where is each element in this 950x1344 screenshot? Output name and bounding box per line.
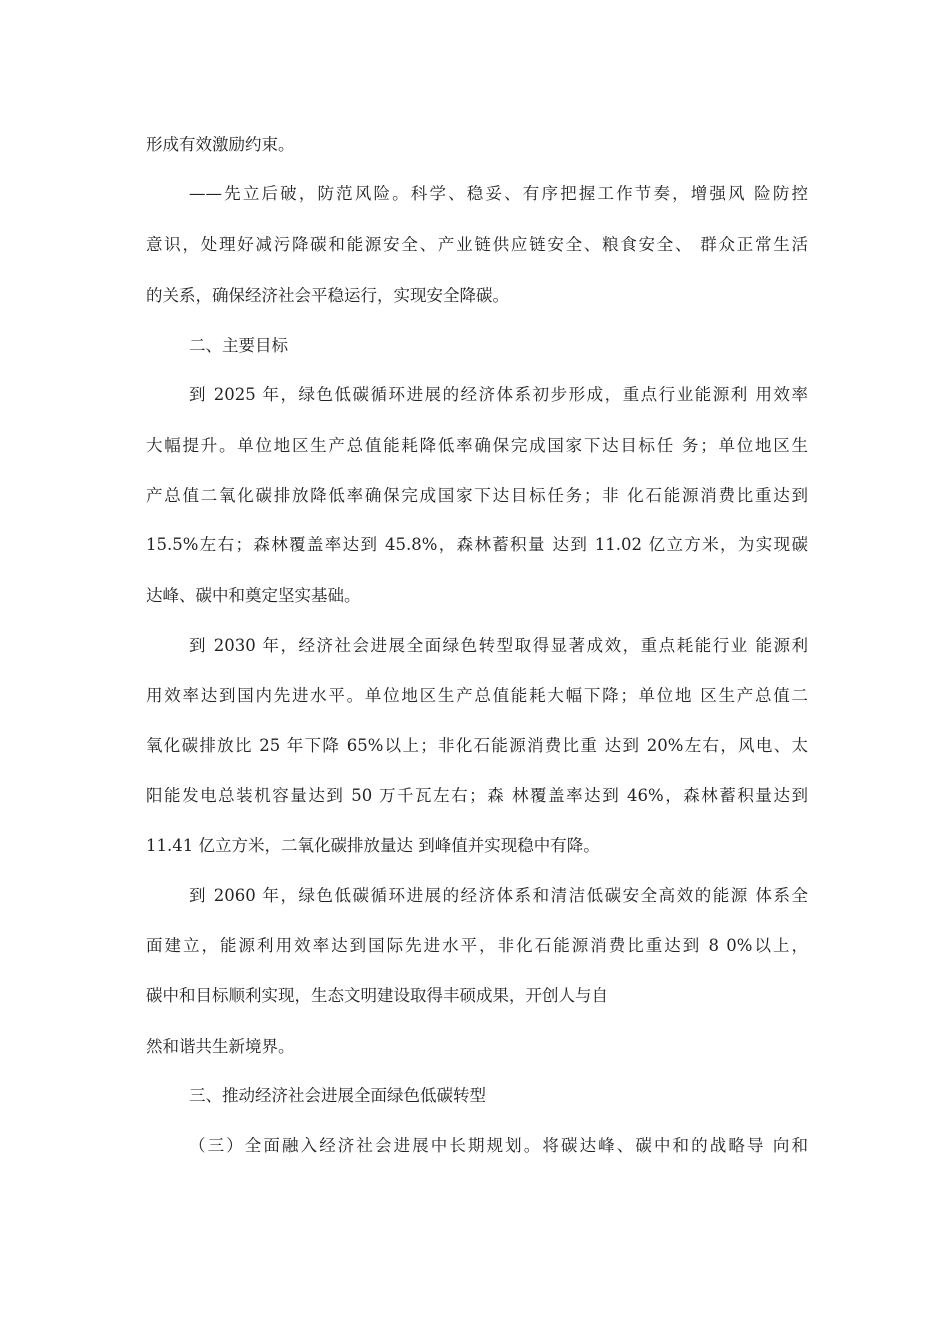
text-line: 的关系，确保经济社会平稳运行，实现安全降碳。: [146, 286, 509, 305]
text-line: 达峰、碳中和奠定坚实基础。: [146, 586, 361, 605]
text-line: 用效率达到国内先进水平。单位地区生产总值能耗大幅下降；单位地 区生产总值二: [146, 686, 808, 705]
text-line: 碳中和目标顺利实现，生态文明建设取得丰硕成果，开创人与自: [146, 986, 608, 1005]
text-line: 面建立，能源利用效率达到国际先进水平，非化石能源消费比重达到 8 0%以上，: [146, 936, 808, 955]
text-line: 到 2025 年，绿色低碳循环进展的经济体系初步形成，重点行业能源利 用效率: [189, 385, 808, 404]
text-line: 产总值二氧化碳排放降低率确保完成国家下达目标任务；非 化石能源消费比重达到: [146, 486, 808, 505]
text-line: （三）全面融入经济社会进展中长期规划。将碳达峰、碳中和的战略导 向和: [189, 1136, 808, 1155]
text-line: 形成有效激励约束。: [146, 135, 295, 154]
text-line: 氧化碳排放比 25 年下降 65%以上；非化石能源消费比重 达到 20%左右，风电、太: [146, 736, 808, 755]
text-line: 到 2060 年，绿色低碳循环进展的经济体系和清洁低碳安全高效的能源 体系全: [189, 886, 808, 905]
text-line: ——先立后破，防范风险。科学、稳妥、有序把握工作节奏，增强风 险防控: [189, 184, 808, 203]
text-line: 到 2030 年，经济社会进展全面绿色转型取得显著成效，重点耗能行业 能源利: [189, 636, 808, 655]
text-line: 然和谐共生新境界。: [146, 1037, 295, 1056]
section-heading: 三、推动经济社会进展全面绿色低碳转型: [189, 1086, 486, 1105]
text-line: 15.5%左右；森林覆盖率达到 45.8%，森林蓄积量 达到 11.02 亿立方米，为实现碳: [146, 535, 808, 554]
text-line: 大幅提升。单位地区生产总值能耗降低率确保完成国家下达目标任 务；单位地区生: [146, 436, 808, 455]
text-line: 意识，处理好减污降碳和能源安全、产业链供应链安全、粮食安全、 群众正常生活: [146, 235, 808, 254]
section-heading: 二、主要目标: [189, 336, 288, 355]
text-line: 阳能发电总装机容量达到 50 万千瓦左右；森 林覆盖率达到 46%，森林蓄积量达到: [146, 786, 808, 805]
text-line: 11.41 亿立方米，二氧化碳排放量达 到峰值并实现稳中有降。: [146, 836, 600, 855]
